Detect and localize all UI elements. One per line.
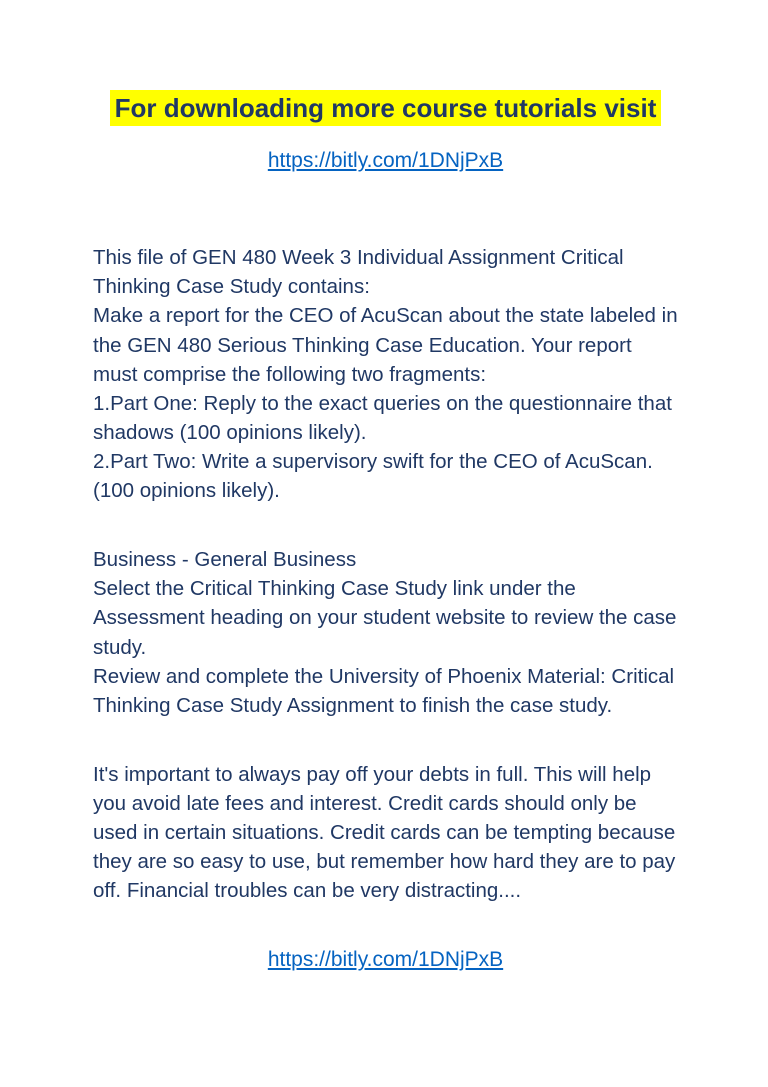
- text-line: Review and complete the University of Phoenix Material: Critical Thinking Case Study Assignment to finish the case study.: [93, 664, 675, 717]
- header-link-row: [93, 146, 678, 175]
- advice-section: [93, 760, 678, 906]
- text-line: Business - General Business: [93, 548, 357, 572]
- text-line: 1.Part One: Reply to the exact queries on the questionnaire that shadows (100 opinions likely).: [93, 391, 672, 444]
- document-body: [93, 243, 678, 905]
- title-row: [93, 92, 678, 126]
- text-line: It's important to always pay off your debts in full. This will help you avoid late fees and interest. Credit cards should only be used in certain situations. Credit cards can be tempting because they are so easy to use, but remember how hard they are to pay off. Financial troubles can be very distracting....: [93, 762, 676, 903]
- business-section: [93, 545, 678, 720]
- text-line: Select the Critical Thinking Case Study link under the Assessment heading on your student website to review the case study.: [93, 577, 677, 659]
- footer-link-row: [93, 945, 678, 974]
- header-bitly-link[interactable]: https://bitly.com/1DNjPxB: [267, 148, 504, 172]
- footer-bitly-link[interactable]: https://bitly.com/1DNjPxB: [267, 948, 504, 972]
- page-title: For downloading more course tutorials visit: [110, 90, 662, 126]
- text-line: Make a report for the CEO of AcuScan about the state labeled in the GEN 480 Serious Thinking Case Education. Your report must comprise the following two fragments:: [93, 304, 678, 386]
- text-line: This file of GEN 480 Week 3 Individual Assignment Critical Thinking Case Study contains:: [93, 246, 624, 299]
- text-line: 2.Part Two: Write a supervisory swift for the CEO of AcuScan. (100 opinions likely).: [93, 449, 653, 503]
- assignment-section: [93, 243, 678, 505]
